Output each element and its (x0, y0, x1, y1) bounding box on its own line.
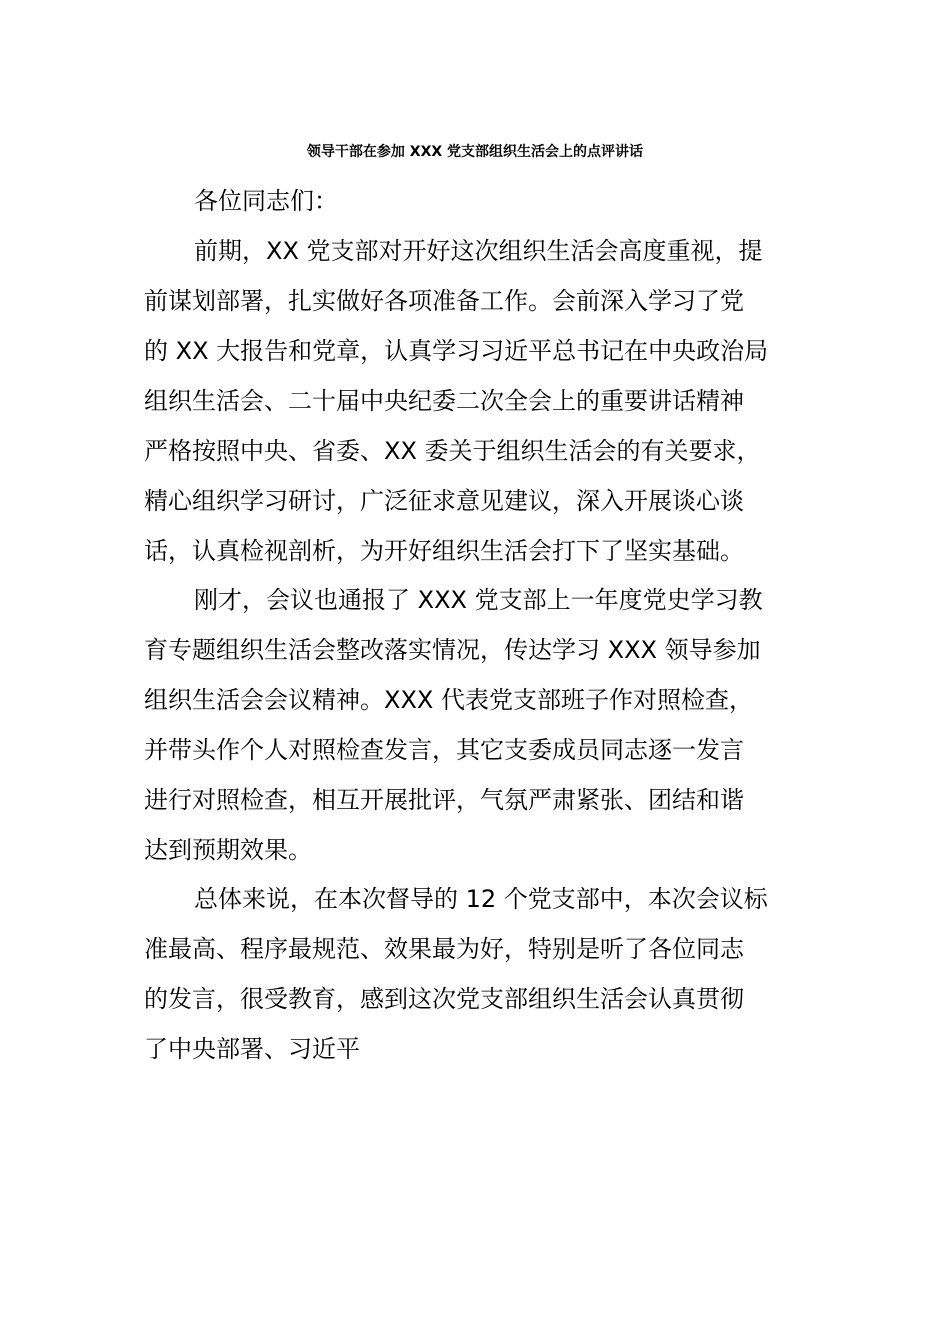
paragraph-1-line-4: 组织生活会、二十届中央纪委二次全会上的重要讲话精神 (144, 387, 744, 415)
paragraph-1-line-6: 精心组织学习研讨，广泛征求意见建议，深入开展谈心谈 (144, 487, 744, 515)
paragraph-3-line-1: 总体来说，在本次督导的 12 个党支部中，本次会议标 (194, 885, 768, 913)
paragraph-1-line-2: 前谋划部署，扎实做好各项准备工作。会前深入学习了党 (144, 287, 744, 315)
paragraph-3-line-2: 准最高、程序最规范、效果最为好，特别是听了各位同志 (144, 935, 744, 963)
paragraph-2-line-5: 进行对照检查，相互开展批评，气氛严肃紧张、团结和谐 (144, 786, 744, 814)
paragraph-1-line-1: 前期，XX 党支部对开好这次组织生活会高度重视，提 (194, 237, 763, 265)
paragraph-2-line-2: 育专题组织生活会整改落实情况，传达学习 XXX 领导参加 (144, 636, 761, 664)
paragraph-2-line-6: 达到预期效果。 (144, 836, 312, 864)
paragraph-2-line-3: 组织生活会会议精神。XXX 代表党支部班子作对照检查， (144, 686, 753, 714)
paragraph-2-line-4: 并带头作个人对照检查发言，其它支委成员同志逐一发言 (144, 736, 744, 764)
paragraph-1-line-7: 话，认真检视剖析，为开好组织生活会打下了坚实基础。 (144, 537, 744, 565)
paragraph-2-line-1: 刚才，会议也通报了 XXX 党支部上一年度党史学习教 (194, 586, 763, 614)
document-title: 领导干部在参加 XXX 党支部组织生活会上的点评讲话 (306, 144, 644, 160)
paragraph-1-line-3: 的 XX 大报告和党章，认真学习习近平总书记在中央政治局 (144, 337, 769, 365)
paragraph-3-line-3: 的发言，很受教育，感到这次党支部组织生活会认真贯彻 (144, 985, 744, 1013)
paragraph-3-line-4: 了中央部署、习近平 (144, 1035, 360, 1063)
salutation: 各位同志们： (194, 187, 338, 215)
paragraph-1-line-5: 严格按照中央、省委、XX 委关于组织生活会的有关要求， (144, 437, 761, 465)
